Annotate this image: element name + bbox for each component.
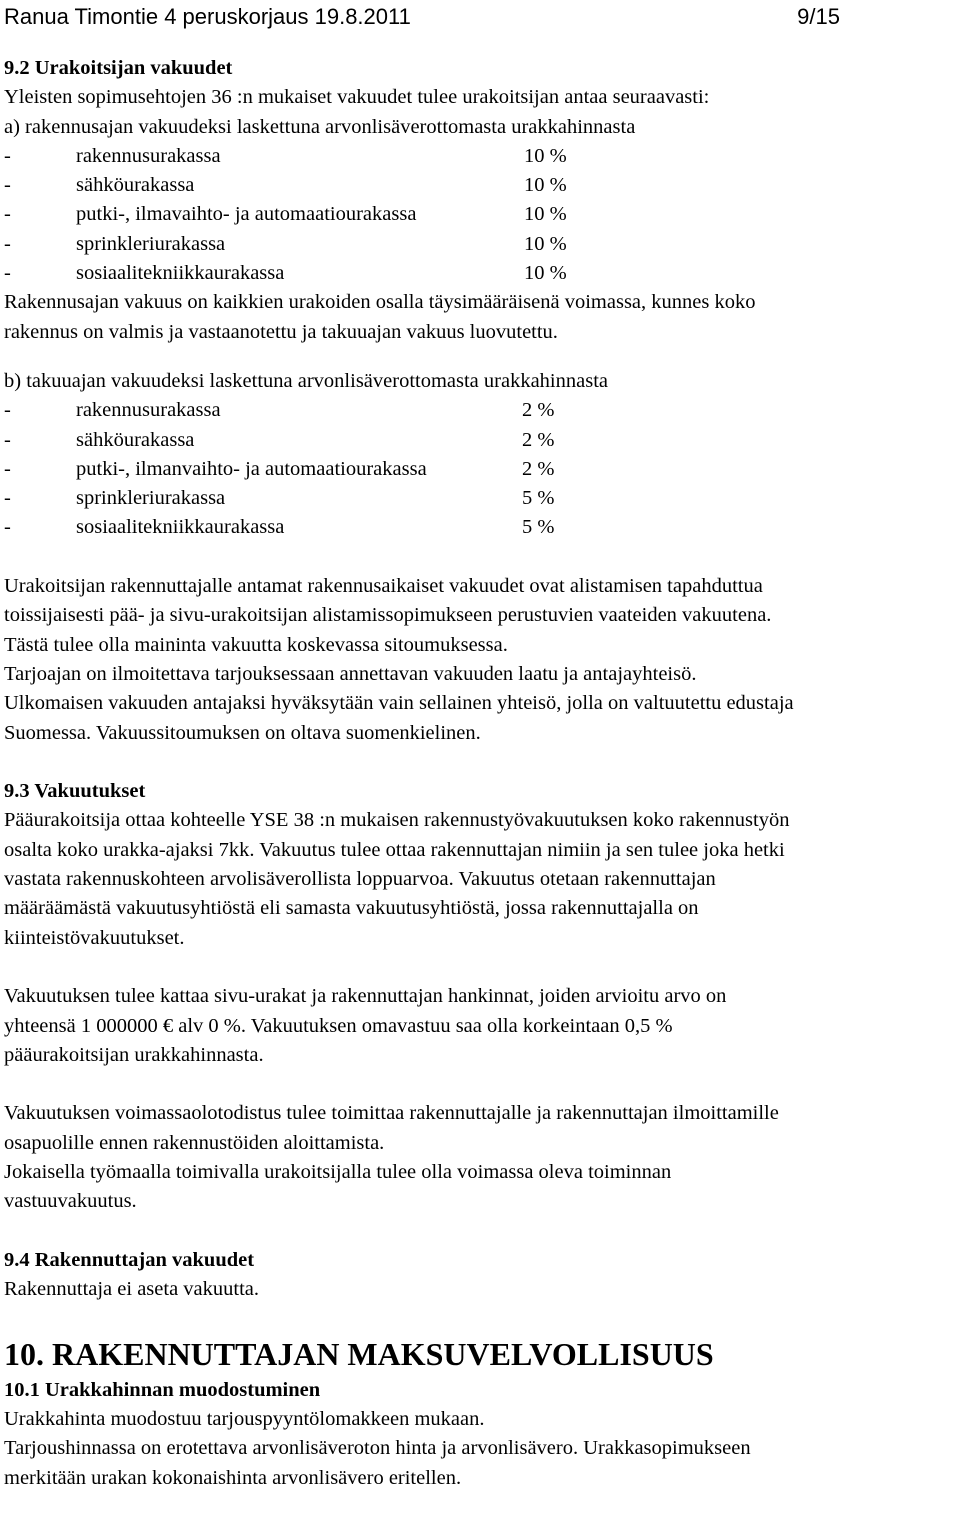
- paragraph-line: osalta koko urakka-ajaksi 7kk. Vakuutus tulee ottaa rakennuttajan nimiin ja sen tulee joka hetki: [4, 838, 785, 861]
- list-dash: -: [4, 399, 11, 422]
- list-item-label: sähköurakassa: [76, 174, 195, 197]
- list-b-item: [4, 513, 956, 542]
- paragraph-line: Ulkomaisen vakuuden antajaksi hyväksytään vain sellainen yhteisö, jolla on valtuutettu edustaja: [4, 692, 794, 715]
- paragraph-line: Tästä tulee olla maininta vakuutta koskevassa sitoumuksessa.: [4, 633, 508, 656]
- paragraph-line: osapuolille ennen rakennustöiden aloittamista.: [4, 1131, 385, 1154]
- list-item-percent: 5 %: [522, 516, 555, 539]
- paragraph-line: vastuuvakuutus.: [4, 1190, 137, 1213]
- document-body: [4, 54, 956, 1493]
- list-item-label: putki-, ilmanvaihto- ja automaatiourakassa: [76, 457, 427, 480]
- list-a-item: [4, 230, 956, 259]
- list-item-label: sosiaalitekniikkaurakassa: [76, 262, 285, 285]
- paragraph-line: merkitään urakan kokonaishinta arvonlisävero eritellen.: [4, 1466, 462, 1489]
- paragraph-line: vastata rakennuskohteen arvolisäverollista loppuarvoa. Vakuutus otetaan rakennuttajan: [4, 868, 716, 891]
- list-dash: -: [4, 487, 11, 510]
- section-10-1-heading: 10.1 Urakkahinnan muodostuminen: [4, 1378, 321, 1401]
- list-dash: -: [4, 144, 11, 167]
- paragraph-line: Urakkahinta muodostuu tarjouspyyntölomakkeen mukaan.: [4, 1408, 485, 1431]
- section-9-4-heading: 9.4 Rakennuttajan vakuudet: [4, 1248, 255, 1271]
- list-dash: -: [4, 428, 11, 451]
- list-dash: -: [4, 516, 11, 539]
- list-item-label: sosiaalitekniikkaurakassa: [76, 516, 285, 539]
- list-b-item: [4, 484, 956, 513]
- list-item-label: sprinkleriurakassa: [76, 487, 226, 510]
- section-9-3-heading: 9.3 Vakuutukset: [4, 780, 146, 803]
- paragraph-line: Urakoitsijan rakennuttajalle antamat rakennusaikaiset vakuudet ovat alistamisen tapahduttua: [4, 575, 763, 598]
- list-a-item: [4, 259, 956, 288]
- list-b-item: [4, 426, 956, 455]
- page-number: 9/15: [797, 4, 840, 29]
- paragraph-line: määräämästä vakuutusyhtiöstä eli samasta vakuutusyhtiöstä, jossa rakennuttajalla on: [4, 897, 699, 920]
- paragraph-line: Vakuutuksen tulee kattaa sivu-urakat ja rakennuttajan hankinnat, joiden arvioitu arvo on: [4, 985, 727, 1008]
- list-item-percent: 2 %: [522, 428, 555, 451]
- list-dash: -: [4, 232, 11, 255]
- paragraph-line: kiinteistövakuutukset.: [4, 926, 185, 949]
- paragraph-line: Vakuutuksen voimassaolotodistus tulee toimittaa rakennuttajalle ja rakennuttajan ilmoittamille: [4, 1102, 779, 1125]
- section-9-2-intro: Yleisten sopimusehtojen 36 :n mukaiset vakuudet tulee urakoitsijan antaa seuraavasti:: [4, 86, 710, 109]
- paragraph-line: yhteensä 1 000000 € alv 0 %. Vakuutuksen omavastuu saa olla korkeintaan 0,5 %: [4, 1014, 673, 1037]
- list-item-percent: 10 %: [524, 203, 567, 226]
- chapter-10-heading: 10. RAKENNUTTAJAN MAKSUVELVOLLISUUS: [4, 1335, 714, 1372]
- list-a-title: a) rakennusajan vakuudeksi laskettuna arvonlisäverottomasta urakkahinnasta: [4, 115, 636, 138]
- list-dash: -: [4, 457, 11, 480]
- section-9-2-heading: 9.2 Urakoitsijan vakuudet: [4, 57, 233, 79]
- list-item-percent: 2 %: [522, 399, 555, 422]
- paragraph-line: Rakennuttaja ei aseta vakuutta.: [4, 1278, 260, 1301]
- header-title: Ranua Timontie 4 peruskorjaus 19.8.2011: [4, 4, 411, 29]
- list-b-item: [4, 396, 956, 425]
- list-dash: -: [4, 262, 11, 285]
- paragraph-line: rakennus on valmis ja vastaanotettu ja takuuajan vakuus luovutettu.: [4, 320, 558, 343]
- list-item-percent: 10 %: [524, 232, 567, 255]
- list-a-item: [4, 142, 956, 171]
- paragraph-line: Jokaisella työmaalla toimivalla urakoitsijalla tulee olla voimassa oleva toiminnan: [4, 1160, 672, 1183]
- list-item-label: sähköurakassa: [76, 428, 195, 451]
- list-item-percent: 10 %: [524, 174, 567, 197]
- list-item-percent: 2 %: [522, 457, 555, 480]
- list-item-percent: 5 %: [522, 487, 555, 510]
- paragraph-line: Tarjoushinnassa on erotettava arvonlisäveroton hinta ja arvonlisävero. Urakkasopimukseen: [4, 1437, 751, 1460]
- list-item-percent: 10 %: [524, 144, 567, 167]
- paragraph-line: Rakennusajan vakuus on kaikkien urakoiden osalla täysimääräisenä voimassa, kunnes koko: [4, 291, 756, 314]
- list-item-label: rakennusurakassa: [76, 144, 221, 167]
- paragraph-line: toissijaisesti pää- ja sivu-urakoitsijan alistamissopimukseen perustuvien vaateiden vakuutena.: [4, 604, 772, 627]
- list-dash: -: [4, 174, 11, 197]
- list-a-item: [4, 171, 956, 200]
- list-item-label: rakennusurakassa: [76, 399, 221, 422]
- paragraph-line: pääurakoitsijan urakkahinnasta.: [4, 1043, 264, 1066]
- list-a-item: [4, 200, 956, 229]
- list-item-label: putki-, ilmavaihto- ja automaatiourakassa: [76, 203, 417, 226]
- list-b-title: b) takuuajan vakuudeksi laskettuna arvonlisäverottomasta urakkahinnasta: [4, 369, 608, 392]
- list-item-percent: 10 %: [524, 262, 567, 285]
- page-header: [4, 2, 840, 32]
- paragraph-line: Tarjoajan on ilmoitettava tarjouksessaan annettavan vakuuden laatu ja antajayhteisö.: [4, 662, 697, 685]
- paragraph-line: Suomessa. Vakuussitoumuksen on oltava suomenkielinen.: [4, 721, 481, 744]
- list-b-item: [4, 455, 956, 484]
- list-dash: -: [4, 203, 11, 226]
- list-item-label: sprinkleriurakassa: [76, 232, 226, 255]
- paragraph-line: Pääurakoitsija ottaa kohteelle YSE 38 :n mukaisen rakennustyövakuutuksen koko rakennustyön: [4, 809, 790, 832]
